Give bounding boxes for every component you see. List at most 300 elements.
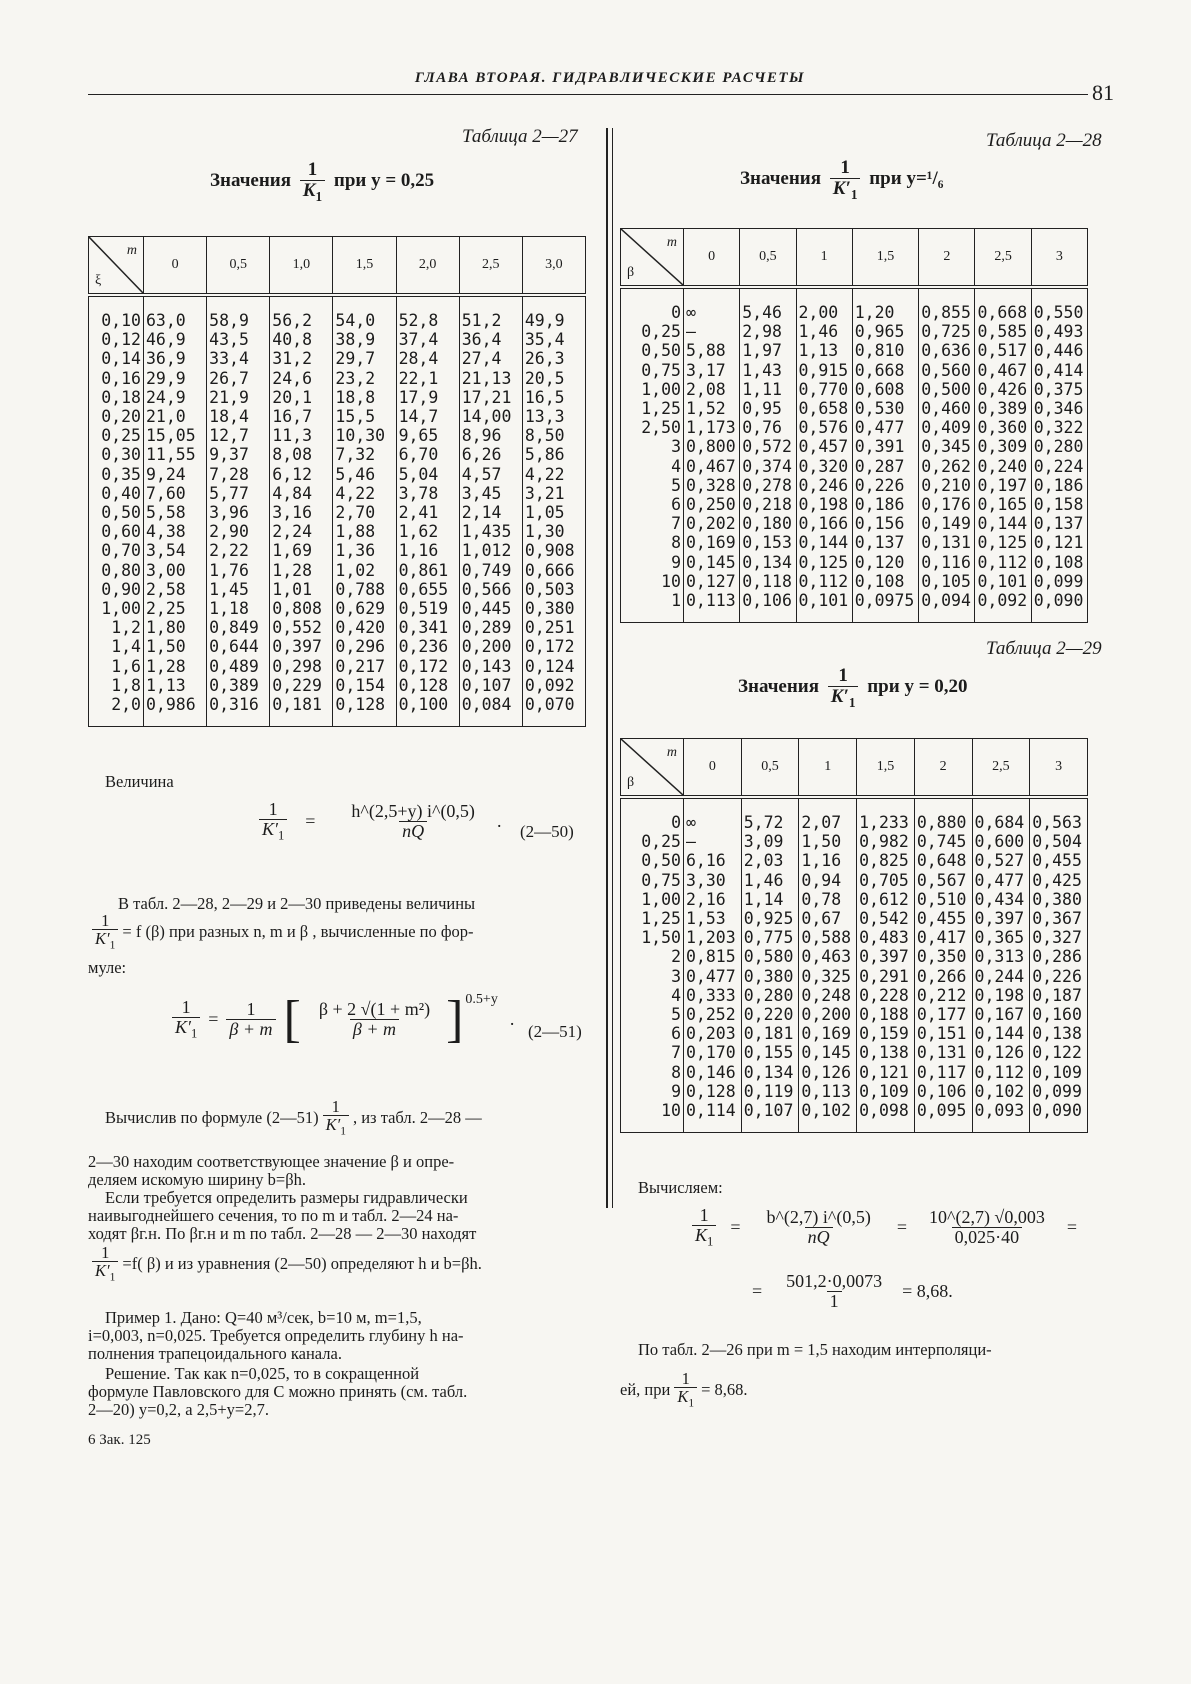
table-cell: 0,210 [919, 476, 975, 495]
table-row [89, 618, 586, 637]
table-row [621, 1101, 1088, 1133]
table-cell: 0,925 [741, 909, 799, 928]
row-label: 5 [621, 476, 684, 495]
table-cell: 0,477 [972, 871, 1030, 890]
table-row [621, 1063, 1088, 1082]
table-2-27-label: Таблица 2—27 [462, 126, 578, 147]
table-cell: 0,567 [914, 871, 972, 890]
table-row [621, 591, 1088, 623]
column-header: 1 [796, 229, 852, 288]
table-row [621, 361, 1088, 380]
table-cell: 9,37 [207, 445, 270, 464]
table-cell: 3,09 [741, 832, 799, 851]
table-cell: 0,220 [741, 1005, 799, 1024]
table-cell: 0,644 [207, 637, 270, 656]
row-label: 1,8 [89, 676, 144, 695]
para1-line2: $\frac{1}{K'_1}$ = f (β) при разных n, m и β , вычисленные по фор- [88, 912, 474, 952]
table-cell: 0,203 [684, 1024, 742, 1043]
row-label: 0,75 [621, 361, 684, 380]
table-cell: 0,815 [684, 947, 742, 966]
table-cell: 7,32 [333, 445, 396, 464]
table-cell: 0,915 [796, 361, 852, 380]
table-cell: 1,11 [740, 380, 796, 399]
row-label: 0,30 [89, 445, 144, 464]
table-cell: 0,67 [799, 909, 857, 928]
row-label: 1,00 [89, 599, 144, 618]
row-label: 0,40 [89, 484, 144, 503]
table-cell: 0,137 [1031, 514, 1087, 533]
table-cell: 10,30 [333, 426, 396, 445]
table-cell: 0,117 [914, 1063, 972, 1082]
table-cell: 0,380 [522, 599, 585, 618]
row-label: 0,35 [89, 465, 144, 484]
table-cell: 0,380 [1030, 890, 1088, 909]
row-label: 0,12 [89, 330, 144, 349]
table-cell: 0,280 [741, 986, 799, 1005]
table-cell: 49,9 [522, 295, 585, 330]
table-cell: 0,181 [270, 695, 333, 727]
table-cell: 1,30 [522, 522, 585, 541]
table-cell: — [684, 322, 740, 341]
page-number: 81 [1092, 80, 1114, 105]
column-header: 0,5 [207, 237, 270, 296]
table-cell: 0,172 [522, 637, 585, 656]
fraction-numerator: 1 [307, 159, 318, 180]
table-cell: 0,131 [914, 1043, 972, 1062]
table-cell: 0,128 [333, 695, 396, 727]
table-cell: 0,125 [796, 553, 852, 572]
table-cell: 0,965 [852, 322, 918, 341]
row-label: 1,2 [89, 618, 144, 637]
column-header: 3,0 [522, 237, 585, 296]
table-cell: 4,22 [522, 465, 585, 484]
table-cell: 0,313 [972, 947, 1030, 966]
corner-top-label: m [666, 745, 677, 760]
table-cell: 5,46 [740, 287, 796, 322]
table-cell: 0,155 [741, 1043, 799, 1062]
table-row [621, 871, 1088, 890]
column-header: 2,5 [459, 237, 522, 296]
eq-number-2-51: (2—51) [528, 1022, 582, 1041]
table-cell: 5,46 [333, 465, 396, 484]
table-row [89, 369, 586, 388]
table-cell: 21,13 [459, 369, 522, 388]
table-cell: 0,380 [741, 967, 799, 986]
table-cell: 0,143 [459, 657, 522, 676]
table-cell: 16,7 [270, 407, 333, 426]
table-cell: 0,409 [919, 418, 975, 437]
table-cell: 0,226 [852, 476, 918, 495]
table-cell: 0,345 [919, 437, 975, 456]
table-cell: 2,24 [270, 522, 333, 541]
table-cell: 0,608 [852, 380, 918, 399]
table-cell: 0,849 [207, 618, 270, 637]
table-cell: 14,00 [459, 407, 522, 426]
word-vychislyaem: Вычисляем: [638, 1178, 723, 1197]
table-cell: 0,76 [740, 418, 796, 437]
table-cell: 0,749 [459, 561, 522, 580]
table-cell: 0,397 [972, 909, 1030, 928]
table-row [89, 484, 586, 503]
table-row [621, 553, 1088, 572]
table-cell: 0,446 [1031, 341, 1087, 360]
table-cell: 0,322 [1031, 418, 1087, 437]
column-header: 1,5 [333, 237, 396, 296]
table-cell: 1,28 [144, 657, 207, 676]
table-cell: 0,560 [919, 361, 975, 380]
table-cell: 0,286 [1030, 947, 1088, 966]
table-cell: 0,250 [684, 495, 740, 514]
table-cell: 3,30 [684, 871, 742, 890]
table-cell: 0,445 [459, 599, 522, 618]
table-cell: 0,105 [919, 572, 975, 591]
table-cell: 0,131 [919, 533, 975, 552]
table-cell: 6,12 [270, 465, 333, 484]
table-cell: 0,320 [796, 457, 852, 476]
table-cell: 0,180 [740, 514, 796, 533]
table-cell: 17,9 [396, 388, 459, 407]
para3-line3: ходят βг.н. По βг.н и m по табл. 2—28 — 2—30 находят [88, 1224, 477, 1243]
row-label: 0,60 [89, 522, 144, 541]
table-cell: 0,176 [919, 495, 975, 514]
table-cell: 0,144 [972, 1024, 1030, 1043]
table-cell: 0,122 [1030, 1043, 1088, 1062]
column-header: 2,5 [975, 229, 1031, 288]
table-cell: 13,3 [522, 407, 585, 426]
table-cell: 0,648 [914, 851, 972, 870]
table-cell: 43,5 [207, 330, 270, 349]
example-line2: i=0,003, n=0,025. Требуется определить глубину h на- [88, 1326, 464, 1345]
table-cell: 0,121 [857, 1063, 915, 1082]
table-cell: 0,346 [1031, 399, 1087, 418]
table-cell: 3,21 [522, 484, 585, 503]
table-row [89, 599, 586, 618]
table-2-29-label: Таблица 2—29 [986, 638, 1102, 659]
table-row [621, 380, 1088, 399]
table-cell: 0,165 [975, 495, 1031, 514]
table-cell: 0,198 [796, 495, 852, 514]
table-cell: 1,20 [852, 287, 918, 322]
table-cell: 0,426 [975, 380, 1031, 399]
table-cell: 1,18 [207, 599, 270, 618]
column-header: 2,0 [396, 237, 459, 296]
table-cell: 4,22 [333, 484, 396, 503]
table-cell: 0,503 [522, 580, 585, 599]
table-2-27-title [210, 160, 434, 204]
table-cell: 0,102 [799, 1101, 857, 1133]
table-cell: 1,50 [799, 832, 857, 851]
table-cell: 0,109 [1030, 1063, 1088, 1082]
row-label: 4 [621, 986, 684, 1005]
table-row [621, 572, 1088, 591]
table-cell: 0,94 [799, 871, 857, 890]
table-cell: 0,389 [975, 399, 1031, 418]
table-cell: 8,96 [459, 426, 522, 445]
table-cell: 0,149 [919, 514, 975, 533]
row-label: 0,50 [621, 851, 684, 870]
running-header: ГЛАВА ВТОРАЯ. ГИДРАВЛИЧЕСКИЕ РАСЧЕТЫ [414, 70, 806, 86]
table-cell: 0,099 [1031, 572, 1087, 591]
table-cell: 2,22 [207, 541, 270, 560]
table-cell: 11,3 [270, 426, 333, 445]
table-cell: 0,580 [741, 947, 799, 966]
table-row [621, 495, 1088, 514]
table-cell: 1,02 [333, 561, 396, 580]
eq50-rhs: $\frac{h\^{}(2,5+y) i\^{}(0,5)}{nQ}$ [351, 800, 475, 841]
table-cell: 0,855 [919, 287, 975, 322]
table-cell: 0,116 [919, 553, 975, 572]
table-cell: 1,05 [522, 503, 585, 522]
table-row [89, 541, 586, 560]
column-header: 1 [799, 739, 857, 798]
column-divider [606, 128, 608, 1208]
table-cell: 0,289 [459, 618, 522, 637]
table-row [621, 533, 1088, 552]
table-cell: 3,45 [459, 484, 522, 503]
table-cell: 0,159 [857, 1024, 915, 1043]
table-cell: 0,705 [857, 871, 915, 890]
table-cell: 0,113 [799, 1082, 857, 1101]
table-cell: 1,36 [333, 541, 396, 560]
table-cell: 22,1 [396, 369, 459, 388]
table-cell: 0,229 [270, 676, 333, 695]
table-cell: 18,8 [333, 388, 396, 407]
table-row [621, 832, 1088, 851]
table-cell: 33,4 [207, 349, 270, 368]
table-cell: 0,489 [207, 657, 270, 676]
table-cell: 0,144 [796, 533, 852, 552]
para3-line1: Если требуется определить размеры гидравлически [105, 1188, 468, 1207]
table-cell: 8,50 [522, 426, 585, 445]
table-cell: 0,092 [975, 591, 1031, 623]
table-row [89, 330, 586, 349]
example-line1: Пример 1. Дано: Q=40 м³/сек, b=10 м, m=1,5, [105, 1308, 422, 1327]
table-cell: 11,55 [144, 445, 207, 464]
table-cell: 1,14 [741, 890, 799, 909]
row-label: 0,25 [89, 426, 144, 445]
table-cell: 0,982 [857, 832, 915, 851]
table-cell: 23,2 [333, 369, 396, 388]
table-cell: 1,233 [857, 797, 915, 832]
table-cell: 1,01 [270, 580, 333, 599]
table-cell: 0,125 [975, 533, 1031, 552]
table-cell: 0,126 [799, 1063, 857, 1082]
column-header: 0 [684, 229, 740, 288]
table-cell: 2,25 [144, 599, 207, 618]
row-label: 0,16 [89, 369, 144, 388]
table-cell: 0,493 [1031, 322, 1087, 341]
table-cell: 6,16 [684, 851, 742, 870]
table-cell: 0,341 [396, 618, 459, 637]
table-row [89, 349, 586, 368]
table-cell: 0,106 [740, 591, 796, 623]
table-cell: 1,43 [740, 361, 796, 380]
table-cell: 0,291 [857, 967, 915, 986]
table-cell: 0,280 [1031, 437, 1087, 456]
table-cell: 0,108 [1031, 553, 1087, 572]
corner-top-label: m [666, 235, 677, 250]
table-cell: 7,60 [144, 484, 207, 503]
row-label: 8 [621, 533, 684, 552]
table-cell: 3,17 [684, 361, 740, 380]
row-label: 1,6 [89, 657, 144, 676]
table-cell: 3,00 [144, 561, 207, 580]
para3-line4: $\frac{1}{K'_1}$ =f( β) и из уравнения (2—50) определяют h и b=βh. [88, 1244, 482, 1284]
table-cell: 0,477 [852, 418, 918, 437]
row-label: 0,25 [621, 322, 684, 341]
table-cell: 0,128 [396, 676, 459, 695]
table-cell: 0,107 [741, 1101, 799, 1133]
table-cell: 0,367 [1030, 909, 1088, 928]
equation-2-50: $\frac{1}{K'_1}$ = $\frac{h\^{}(2,5+y) i\^{}(0,5)}{nQ}$ . [255, 800, 501, 843]
table-row [89, 522, 586, 541]
table-cell: 0,212 [914, 986, 972, 1005]
table-cell: 2,98 [740, 322, 796, 341]
row-label: 3 [621, 967, 684, 986]
table-row [621, 437, 1088, 456]
table-cell: 0,350 [914, 947, 972, 966]
table-cell: 0,266 [914, 967, 972, 986]
table-cell: 9,24 [144, 465, 207, 484]
row-label: 0,20 [89, 407, 144, 426]
table-cell: 0,177 [914, 1005, 972, 1024]
table-cell: 0,252 [684, 1005, 742, 1024]
table-cell: 0,333 [684, 986, 742, 1005]
table-cell: 2,90 [207, 522, 270, 541]
table-row [89, 676, 586, 695]
table-cell: 36,4 [459, 330, 522, 349]
table-cell: 0,146 [684, 1063, 742, 1082]
column-header: 0,5 [741, 739, 799, 798]
table-row [89, 445, 586, 464]
table-cell: 0,114 [684, 1101, 742, 1133]
row-label: 0,18 [89, 388, 144, 407]
table-cell: 0,668 [852, 361, 918, 380]
table-cell: 0,629 [333, 599, 396, 618]
table-2-29-title: Значения $\frac{1}{K'_1}$ при y = 0,20 [738, 665, 968, 710]
table-cell: 2,16 [684, 890, 742, 909]
table-cell: 38,9 [333, 330, 396, 349]
table-cell: 7,28 [207, 465, 270, 484]
table-cell: 0,228 [857, 986, 915, 1005]
table-cell: 1,16 [799, 851, 857, 870]
table-cell: 0,825 [857, 851, 915, 870]
table-cell: 63,0 [144, 295, 207, 330]
row-label: 0,14 [89, 349, 144, 368]
table-cell: 5,72 [741, 797, 799, 832]
table-cell: 0,251 [522, 618, 585, 637]
para1-line1: В табл. 2—28, 2—29 и 2—30 приведены величины [118, 894, 476, 913]
table-cell: 0,375 [1031, 380, 1087, 399]
para2-line2: 2—30 находим соответствующее значение β и опре- [88, 1152, 455, 1171]
title-fraction [300, 160, 325, 204]
table-cell: 16,5 [522, 388, 585, 407]
table-cell: 0,137 [852, 533, 918, 552]
table-cell: 2,07 [799, 797, 857, 832]
table-cell: 35,4 [522, 330, 585, 349]
table-cell: 0,151 [914, 1024, 972, 1043]
table-cell: 0,550 [1031, 287, 1087, 322]
corner-header [89, 237, 144, 296]
table-cell: 0,808 [270, 599, 333, 618]
para2-line1: Вычислив по формуле (2—51) $\frac{1}{K'_1}$ , из табл. 2—28 — [105, 1097, 482, 1138]
table-cell: 12,7 [207, 426, 270, 445]
table-cell: 0,374 [740, 457, 796, 476]
table-cell: 5,58 [144, 503, 207, 522]
table-row [89, 637, 586, 656]
table-cell: 0,181 [741, 1024, 799, 1043]
table-cell: 29,7 [333, 349, 396, 368]
table-cell: 0,108 [852, 572, 918, 591]
table-cell: 0,158 [1031, 495, 1087, 514]
table-cell: 0,397 [270, 637, 333, 656]
para2-line3: деляем искомую ширину b=βh. [88, 1170, 306, 1189]
table-cell: 0,240 [975, 457, 1031, 476]
table-cell: 31,2 [270, 349, 333, 368]
table-cell: 14,7 [396, 407, 459, 426]
table-cell: 0,198 [972, 986, 1030, 1005]
table-cell: 0,391 [852, 437, 918, 456]
calc-line1: $\frac{1}{K_1}$ = $\frac{b\^{}(2,7) i\^{}(0,5)}{nQ}$ = $\frac{10\^{}(2,7) √0,003}{0,025\cdot 40}$ = [688, 1206, 1077, 1249]
table-row [621, 797, 1088, 832]
table-cell: 0,101 [796, 591, 852, 623]
table-cell: 0,224 [1031, 457, 1087, 476]
table-cell: 0,200 [799, 1005, 857, 1024]
table-cell: 5,04 [396, 465, 459, 484]
table-cell: 0,986 [144, 695, 207, 727]
table-cell: 15,05 [144, 426, 207, 445]
table-cell: 0,612 [857, 890, 915, 909]
row-label: 8 [621, 1063, 684, 1082]
table-cell: 1,13 [796, 341, 852, 360]
interp-line1: По табл. 2—26 при m = 1,5 находим интерполяци- [638, 1340, 992, 1359]
table-cell: 18,4 [207, 407, 270, 426]
table-cell: 0,106 [914, 1082, 972, 1101]
table-cell: 0,121 [1031, 533, 1087, 552]
column-header: 1,0 [270, 237, 333, 296]
table-cell: 0,101 [975, 572, 1031, 591]
para1-line3: муле: [88, 958, 127, 977]
table-row [621, 909, 1088, 928]
table-cell: 5,77 [207, 484, 270, 503]
table-cell: 0,880 [914, 797, 972, 832]
table-cell: 0,128 [684, 1082, 742, 1101]
table-cell: 52,8 [396, 295, 459, 330]
table-row [89, 657, 586, 676]
table-cell: 36,9 [144, 349, 207, 368]
table-cell: 0,112 [975, 553, 1031, 572]
table-cell: 1,435 [459, 522, 522, 541]
table-cell: 0,510 [914, 890, 972, 909]
table-cell: 3,96 [207, 503, 270, 522]
table-cell: 26,7 [207, 369, 270, 388]
table-row [621, 947, 1088, 966]
row-label: 2,50 [621, 418, 684, 437]
table-cell: 0,167 [972, 1005, 1030, 1024]
table-cell: 0,160 [1030, 1005, 1088, 1024]
table-cell: 0,112 [972, 1063, 1030, 1082]
table-cell: 4,84 [270, 484, 333, 503]
table-cell: 0,527 [972, 851, 1030, 870]
table-cell: 0,327 [1030, 928, 1088, 947]
table-row [89, 503, 586, 522]
table-cell: 2,08 [684, 380, 740, 399]
table-cell: 1,97 [740, 341, 796, 360]
eq-number-2-50: (2—50) [520, 822, 574, 841]
row-label: 5 [621, 1005, 684, 1024]
row-label: 10 [621, 1101, 684, 1133]
table-cell: 0,666 [522, 561, 585, 580]
